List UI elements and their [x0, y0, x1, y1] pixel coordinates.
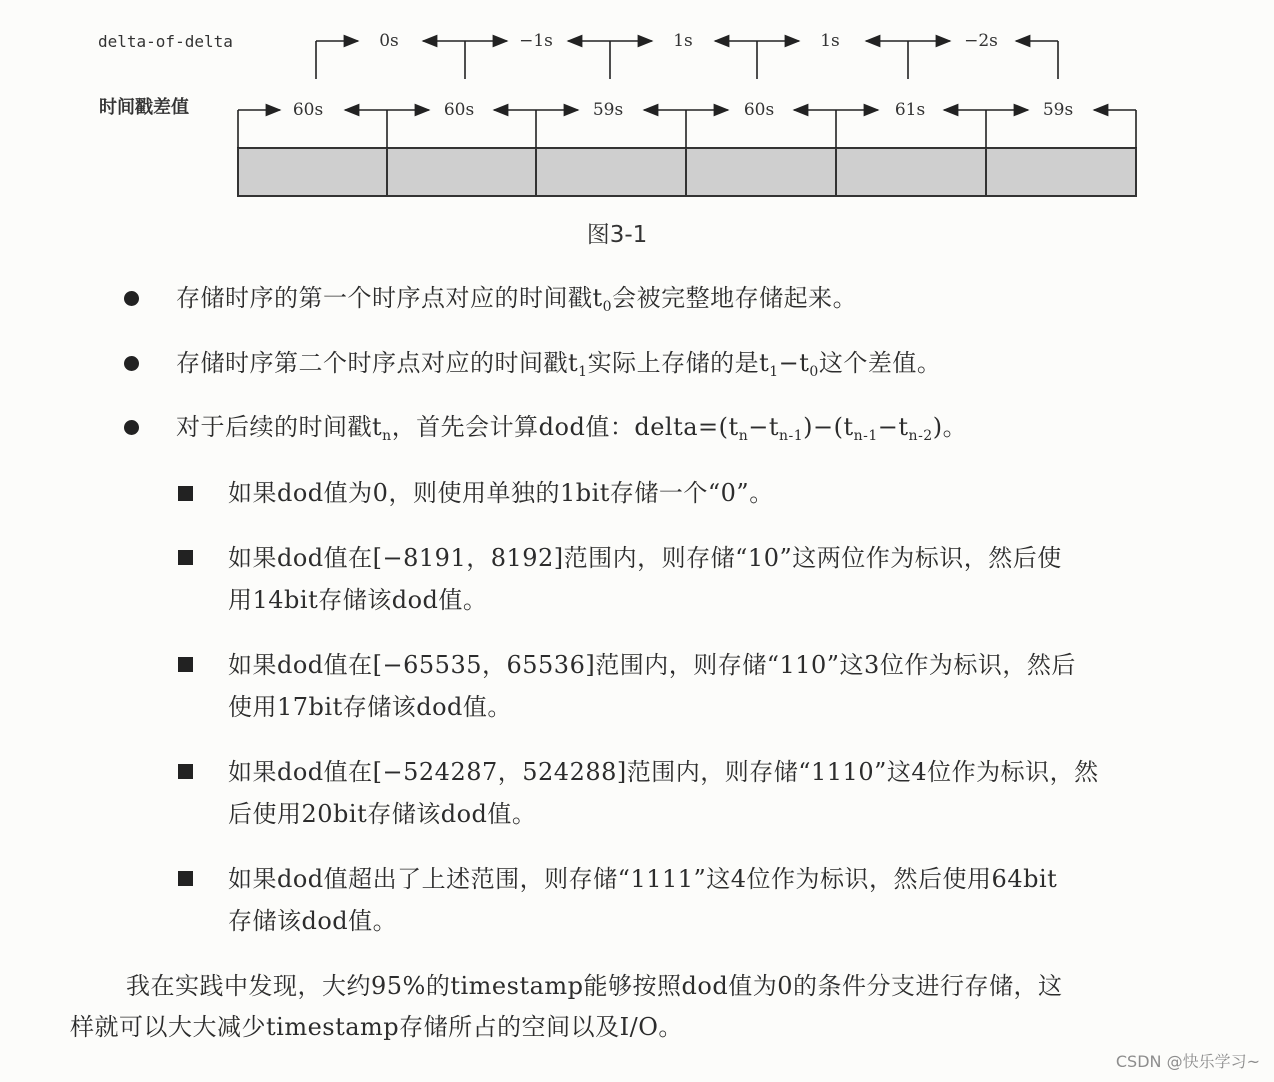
- bullet-dot: [124, 291, 139, 306]
- sub-bullet-square: [178, 657, 193, 672]
- diff-verticals: [238, 110, 1136, 148]
- diff-value: 60s: [443, 100, 475, 120]
- dod-value: 1s: [673, 31, 693, 51]
- dod-value: 0s: [379, 31, 399, 51]
- paragraph-line-2: 样就可以大大减少timestamp存储所占的空间以及I/O。: [70, 1013, 683, 1041]
- sub-bullet-3: 如果dod值在[−65535，65536]范围内，则存储“110”这3位作为标识，然后 使用17bit存储该dod值。: [228, 651, 1076, 721]
- bullet-2: 存储时序第二个时序点对应的时间戳$t_1$实际上存储的是$t_1-t_0$这个差值。: [176, 349, 942, 380]
- sub-bullet-square: [178, 871, 193, 886]
- sub-bullet-1: 如果dod值为0，则使用单独的1bit存储一个“0”。: [228, 479, 774, 507]
- dod-value: −2s: [964, 31, 998, 51]
- diff-value: 59s: [1042, 100, 1074, 120]
- dod-diagram: [0, 0, 1274, 210]
- dod-row-label: delta-of-delta: [98, 32, 233, 51]
- diff-value: 60s: [743, 100, 775, 120]
- dod-value: −1s: [519, 31, 553, 51]
- sub-bullet-5: 如果dod值超出了上述范围，则存储“1111”这4位作为标识，然后使用64bit 存储该dod值。: [228, 865, 1058, 935]
- diff-value: 61s: [894, 100, 926, 120]
- diff-value: 59s: [592, 100, 624, 120]
- bullet-dot: [124, 420, 139, 435]
- paragraph-line-1: 我在实践中发现，大约95%的timestamp能够按照dod值为0的条件分支进行存储，这: [126, 972, 1063, 1000]
- sub-bullet-4: 如果dod值在[−524287，524288]范围内，则存储“1110”这4位作为标识，然 后使用20bit存储该dod值。: [228, 758, 1099, 828]
- bullet-dot: [124, 356, 139, 371]
- diff-row-label: 时间戳差值: [99, 97, 189, 118]
- bullet-1: 存储时序的第一个时序点对应的时间戳$t_0$会被完整地存储起来。: [176, 284, 858, 315]
- sub-bullet-square: [178, 486, 193, 501]
- dod-value: 1s: [820, 31, 840, 51]
- diff-value: 60s: [292, 100, 324, 120]
- watermark: CSDN @快乐学习~: [1115, 1052, 1260, 1071]
- figure-caption: 图3-1: [586, 222, 648, 248]
- sub-bullet-2: 如果dod值在[−8191，8192]范围内，则存储“10”这两位作为标识，然后使 用14bit存储该dod值。: [228, 544, 1062, 614]
- sub-bullet-square: [178, 764, 193, 779]
- bullet-3: 对于后续的时间戳$t_n$，首先会计算dod值：$delta=(t_n-t_{n-1})-(t_{n-1}-t_{n-2})$。: [176, 413, 968, 444]
- sub-bullet-square: [178, 550, 193, 565]
